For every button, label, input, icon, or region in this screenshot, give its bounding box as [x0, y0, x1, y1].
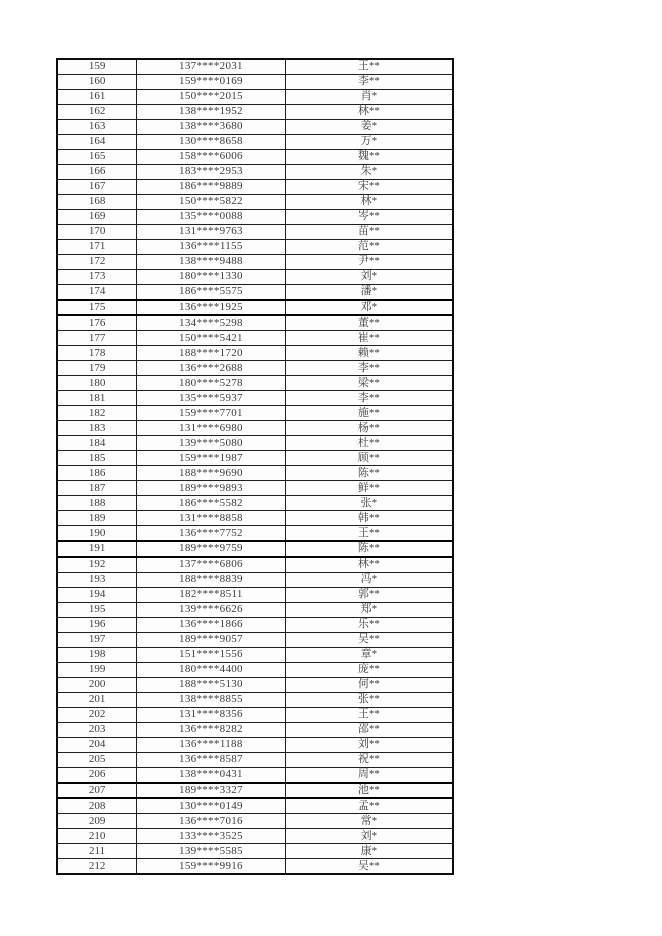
serial-cell: 187	[58, 481, 137, 495]
table-row	[58, 647, 452, 662]
table-row	[58, 556, 452, 572]
table-row	[58, 360, 452, 375]
name-cell: 苗**	[357, 225, 380, 238]
table-row	[58, 134, 452, 149]
table-row	[58, 495, 452, 510]
phone-cell: 136****2688	[137, 361, 286, 375]
serial-cell: 173	[58, 270, 137, 284]
phone-cell: 139****5080	[137, 436, 286, 450]
serial-cell: 200	[58, 678, 137, 692]
name-cell: 董**	[357, 316, 380, 329]
name-cell: 杜**	[357, 436, 380, 449]
table-row	[58, 224, 452, 239]
serial-cell: 164	[58, 135, 137, 149]
serial-cell: 183	[58, 421, 137, 435]
table-row	[58, 617, 452, 632]
phone-cell: 189****3327	[137, 784, 286, 798]
serial-cell: 199	[58, 663, 137, 677]
table-row	[58, 813, 452, 828]
serial-cell: 180	[58, 376, 137, 390]
name-cell: 尹**	[357, 255, 380, 268]
phone-cell: 131****8858	[137, 511, 286, 525]
serial-cell: 188	[58, 496, 137, 510]
serial-cell: 202	[58, 708, 137, 722]
phone-cell: 180****5278	[137, 376, 286, 390]
table-row	[58, 164, 452, 179]
phone-cell: 135****5937	[137, 391, 286, 405]
serial-cell: 162	[58, 105, 137, 119]
name-cell: 常*	[360, 814, 378, 827]
serial-cell: 186	[58, 466, 137, 480]
serial-cell: 205	[58, 753, 137, 767]
phone-cell: 131****8356	[137, 708, 286, 722]
phone-cell: 136****8282	[137, 723, 286, 737]
name-cell: 王**	[357, 708, 380, 721]
serial-cell: 206	[58, 768, 137, 782]
table-row	[58, 390, 452, 405]
name-cell: 章*	[360, 648, 378, 661]
phone-cell: 159****9916	[137, 859, 286, 873]
table-row	[58, 662, 452, 677]
name-cell: 刘**	[357, 738, 380, 751]
phone-cell: 138****0431	[137, 768, 286, 782]
serial-cell: 189	[58, 511, 137, 525]
name-cell: 孟**	[357, 799, 380, 812]
serial-cell: 166	[58, 165, 137, 179]
name-cell: 赖**	[357, 346, 380, 359]
phone-cell: 159****0169	[137, 75, 286, 89]
phone-cell: 189****9057	[137, 633, 286, 647]
phone-cell: 136****1188	[137, 738, 286, 752]
phone-cell: 136****7752	[137, 526, 286, 540]
phone-cell: 188****1720	[137, 346, 286, 360]
name-cell: 王**	[357, 60, 380, 73]
serial-cell: 212	[58, 859, 137, 873]
serial-cell: 185	[58, 451, 137, 465]
name-cell: 吴**	[357, 859, 380, 872]
serial-cell: 211	[58, 844, 137, 858]
name-cell: 顾**	[357, 451, 380, 464]
table-row	[58, 405, 452, 420]
name-cell: 祝**	[357, 753, 380, 766]
serial-cell: 204	[58, 738, 137, 752]
name-cell: 岑**	[357, 210, 380, 223]
serial-cell: 184	[58, 436, 137, 450]
name-cell: 庞**	[357, 663, 380, 676]
serial-cell: 201	[58, 693, 137, 707]
phone-cell: 138****9488	[137, 255, 286, 269]
table-row	[58, 572, 452, 587]
serial-cell: 194	[58, 588, 137, 602]
table-row	[58, 782, 452, 798]
table-row	[58, 587, 452, 602]
name-cell: 韩**	[357, 511, 380, 524]
serial-cell: 176	[58, 316, 137, 330]
table-row	[58, 194, 452, 209]
phone-cell: 130****8658	[137, 135, 286, 149]
name-cell: 李**	[357, 75, 380, 88]
table-row	[58, 89, 452, 104]
name-cell: 鲜**	[357, 481, 380, 494]
data-table	[56, 58, 454, 875]
phone-cell: 151****1556	[137, 648, 286, 662]
table-row	[58, 480, 452, 495]
serial-cell: 181	[58, 391, 137, 405]
name-cell: 李**	[357, 391, 380, 404]
table-row	[58, 450, 452, 465]
phone-cell: 136****1925	[137, 301, 286, 315]
serial-cell: 165	[58, 150, 137, 164]
phone-cell: 159****7701	[137, 406, 286, 420]
table-row	[58, 540, 452, 556]
table-row	[58, 254, 452, 269]
name-cell: 周**	[357, 768, 380, 781]
name-cell: 郑*	[360, 603, 378, 616]
table-row	[58, 692, 452, 707]
name-cell: 刘*	[360, 829, 378, 842]
phone-cell: 136****1866	[137, 618, 286, 632]
name-cell: 乐**	[357, 618, 380, 631]
name-cell: 林*	[360, 195, 378, 208]
phone-cell: 136****7016	[137, 814, 286, 828]
phone-cell: 150****5421	[137, 331, 286, 345]
phone-cell: 137****6806	[137, 558, 286, 572]
name-cell: 池**	[357, 783, 380, 796]
name-cell: 潘*	[360, 285, 378, 298]
name-cell: 陈**	[357, 542, 380, 555]
table-row	[58, 677, 452, 692]
phone-cell: 188****9690	[137, 466, 286, 480]
table-row	[58, 707, 452, 722]
serial-cell: 167	[58, 180, 137, 194]
phone-cell: 138****1952	[137, 105, 286, 119]
serial-cell: 179	[58, 361, 137, 375]
name-cell: 林**	[357, 558, 380, 571]
phone-cell: 182****8511	[137, 588, 286, 602]
name-cell: 陈**	[357, 466, 380, 479]
phone-cell: 138****3680	[137, 120, 286, 134]
name-cell: 宋**	[357, 180, 380, 193]
serial-cell: 177	[58, 331, 137, 345]
phone-cell: 139****6626	[137, 603, 286, 617]
table-row	[58, 239, 452, 254]
phone-cell: 139****5585	[137, 844, 286, 858]
name-cell: 张*	[360, 496, 378, 509]
phone-cell: 180****1330	[137, 270, 286, 284]
table-row	[58, 632, 452, 647]
name-cell: 崔**	[357, 331, 380, 344]
serial-cell: 193	[58, 573, 137, 587]
table-row	[58, 60, 452, 74]
phone-cell: 133****3525	[137, 829, 286, 843]
name-cell: 李**	[357, 361, 380, 374]
table-row	[58, 119, 452, 134]
serial-cell: 171	[58, 240, 137, 254]
phone-cell: 183****2953	[137, 165, 286, 179]
table-row	[58, 345, 452, 360]
serial-cell: 174	[58, 285, 137, 299]
table-row	[58, 737, 452, 752]
serial-cell: 210	[58, 829, 137, 843]
phone-cell: 134****5298	[137, 316, 286, 330]
name-cell: 刘*	[360, 270, 378, 283]
table-row	[58, 74, 452, 89]
phone-cell: 188****8839	[137, 573, 286, 587]
phone-cell: 188****5130	[137, 678, 286, 692]
serial-cell: 190	[58, 526, 137, 540]
phone-cell: 150****5822	[137, 195, 286, 209]
serial-cell: 163	[58, 120, 137, 134]
name-cell: 何**	[357, 678, 380, 691]
name-cell: 康*	[360, 844, 378, 857]
phone-cell: 186****5575	[137, 285, 286, 299]
name-cell: 朱*	[360, 165, 378, 178]
name-cell: 张**	[357, 693, 380, 706]
table-row	[58, 843, 452, 858]
serial-cell: 191	[58, 542, 137, 556]
name-cell: 肖*	[360, 90, 378, 103]
table-row	[58, 602, 452, 617]
serial-cell: 161	[58, 90, 137, 104]
serial-cell: 169	[58, 210, 137, 224]
name-cell: 林**	[357, 105, 380, 118]
table-row	[58, 179, 452, 194]
serial-cell: 197	[58, 633, 137, 647]
phone-cell: 138****8855	[137, 693, 286, 707]
table-row	[58, 284, 452, 299]
serial-cell: 159	[58, 60, 137, 74]
phone-cell: 189****9893	[137, 481, 286, 495]
table-row	[58, 375, 452, 390]
table-row	[58, 299, 452, 315]
table-row	[58, 435, 452, 450]
name-cell: 邓*	[360, 300, 378, 313]
table-row	[58, 722, 452, 737]
name-cell: 邵**	[357, 723, 380, 736]
serial-cell: 172	[58, 255, 137, 269]
table-row	[58, 465, 452, 480]
phone-cell: 137****2031	[137, 60, 286, 74]
name-cell: 郭**	[357, 588, 380, 601]
phone-cell: 136****1155	[137, 240, 286, 254]
name-cell: 梁**	[357, 376, 380, 389]
name-cell: 万*	[360, 135, 378, 148]
name-cell: 王**	[357, 526, 380, 539]
phone-cell: 131****9763	[137, 225, 286, 239]
serial-cell: 178	[58, 346, 137, 360]
table-row	[58, 858, 452, 873]
table-row	[58, 828, 452, 843]
phone-cell: 136****8587	[137, 753, 286, 767]
phone-cell: 186****9889	[137, 180, 286, 194]
serial-cell: 160	[58, 75, 137, 89]
table-row	[58, 149, 452, 164]
phone-cell: 189****9759	[137, 542, 286, 556]
table-row	[58, 269, 452, 284]
serial-cell: 168	[58, 195, 137, 209]
phone-cell: 131****6980	[137, 421, 286, 435]
table-row	[58, 797, 452, 813]
phone-cell: 159****1987	[137, 451, 286, 465]
table-row	[58, 510, 452, 525]
serial-cell: 175	[58, 301, 137, 315]
table-row	[58, 104, 452, 119]
serial-cell: 209	[58, 814, 137, 828]
table-row	[58, 330, 452, 345]
name-cell: 冯*	[360, 573, 378, 586]
name-cell: 姜*	[360, 120, 378, 133]
phone-cell: 180****4400	[137, 663, 286, 677]
serial-cell: 198	[58, 648, 137, 662]
phone-cell: 158****6006	[137, 150, 286, 164]
serial-cell: 170	[58, 225, 137, 239]
phone-cell: 135****0088	[137, 210, 286, 224]
table-row	[58, 420, 452, 435]
table-row	[58, 209, 452, 224]
phone-cell: 186****5582	[137, 496, 286, 510]
name-cell: 范**	[357, 240, 380, 253]
name-cell: 魏**	[357, 150, 380, 163]
table-row	[58, 752, 452, 767]
name-cell: 吴**	[357, 633, 380, 646]
serial-cell: 207	[58, 784, 137, 798]
serial-cell: 192	[58, 558, 137, 572]
name-cell: 杨**	[357, 421, 380, 434]
serial-cell: 203	[58, 723, 137, 737]
table-row	[58, 314, 452, 330]
table-row	[58, 525, 452, 540]
phone-cell: 150****2015	[137, 90, 286, 104]
serial-cell: 208	[58, 799, 137, 813]
serial-cell: 182	[58, 406, 137, 420]
table-row	[58, 767, 452, 782]
phone-cell: 130****0149	[137, 799, 286, 813]
serial-cell: 196	[58, 618, 137, 632]
serial-cell: 195	[58, 603, 137, 617]
name-cell: 施**	[357, 406, 380, 419]
